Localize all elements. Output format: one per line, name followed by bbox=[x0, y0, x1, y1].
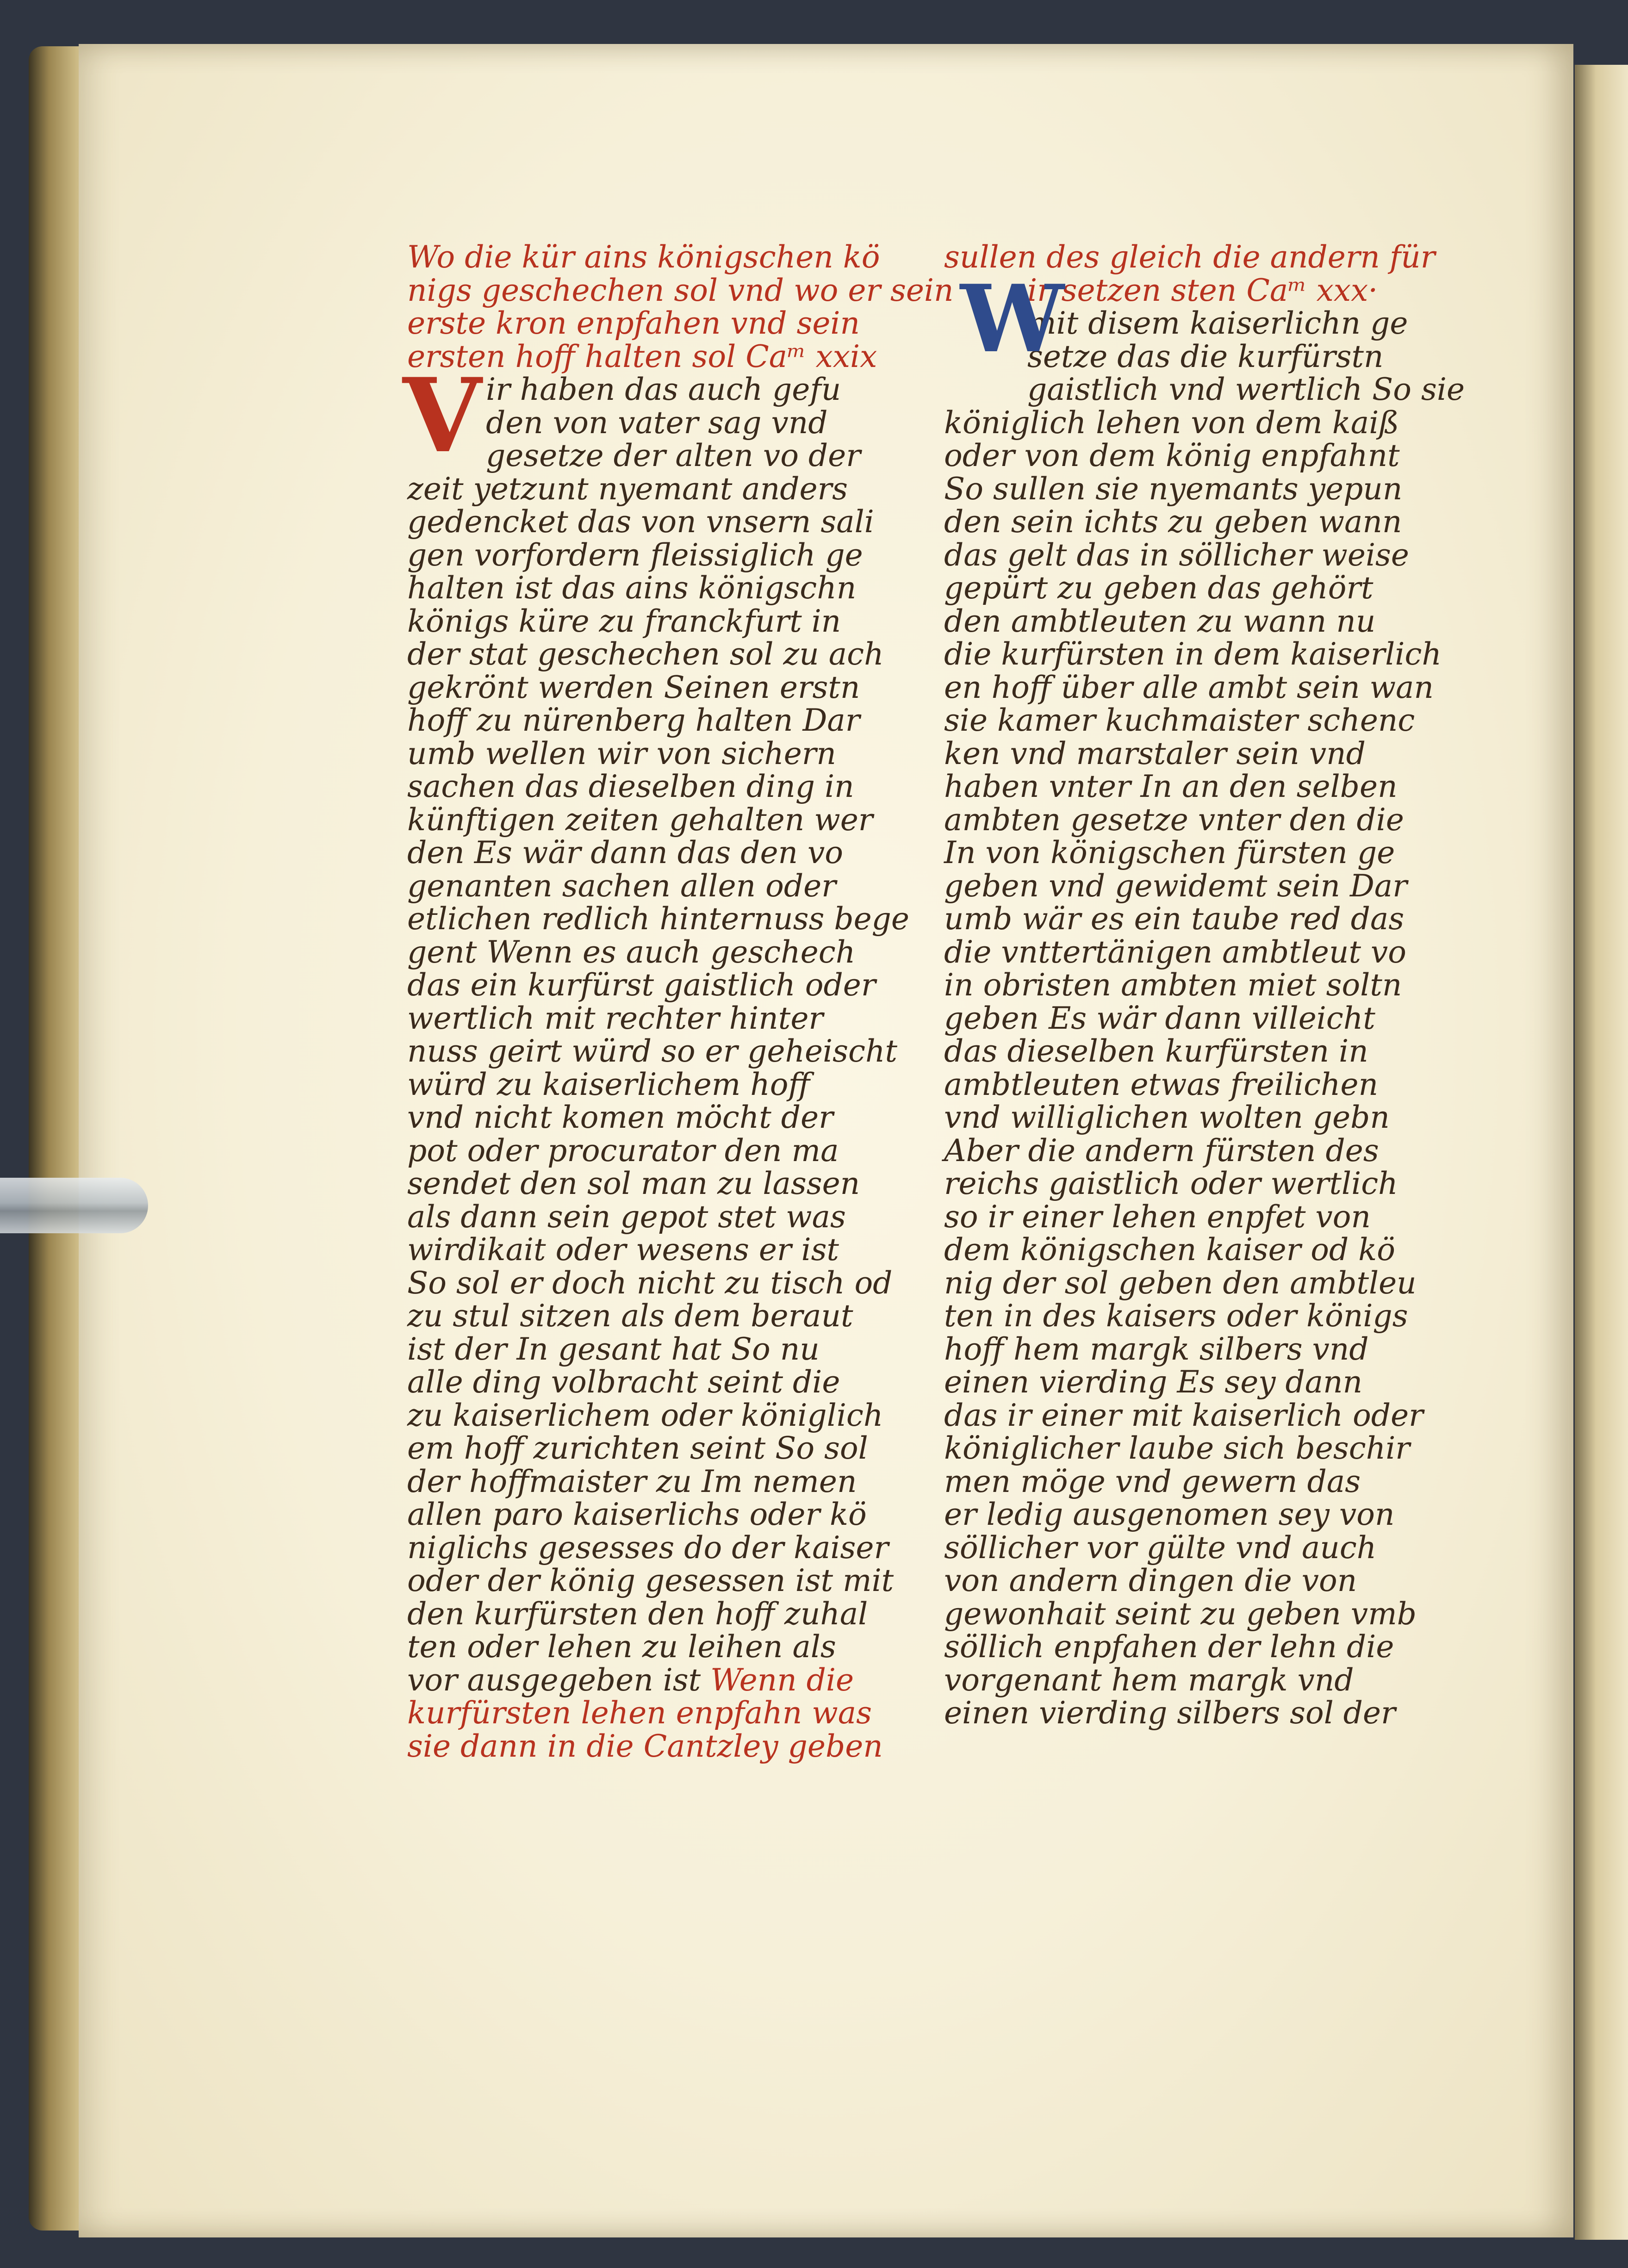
text-line: zu stul sitzen als dem beraut bbox=[407, 1298, 853, 1334]
text-line: vnd williglichen wolten gebn bbox=[944, 1100, 1390, 1135]
text-line: haben vnter In an den selben bbox=[944, 769, 1398, 804]
left-rubric-heading bbox=[407, 239, 954, 374]
text-line: söllich enpfahen der lehn die bbox=[944, 1629, 1394, 1665]
rubric-line: erste kron enpfahen vnd sein bbox=[407, 305, 860, 341]
text-inline: vor ausgegeben ist bbox=[407, 1662, 701, 1698]
text-line: das ein kurfürst gaistlich oder bbox=[407, 967, 876, 1003]
text-line: dem königschen kaiser od kö bbox=[944, 1232, 1395, 1268]
page-marker-tab bbox=[0, 1178, 148, 1233]
next-page-edge bbox=[1575, 65, 1628, 2240]
text-line: en hoff über alle ambt sein wan bbox=[944, 669, 1434, 705]
text-line: einen vierding silbers sol der bbox=[944, 1695, 1396, 1731]
text-line: gedencket das von vnsern sali bbox=[407, 504, 874, 540]
text-line: söllicher vor gülte vnd auch bbox=[944, 1529, 1377, 1566]
text-line: hoff zu nürenberg halten Dar bbox=[407, 702, 860, 738]
text-line: gen vorfordern fleissiglich ge bbox=[407, 537, 863, 573]
rubric-line: ersten hoff halten sol Caᵐ xxix bbox=[407, 338, 877, 374]
text-line: den kurfürsten den hoff zuhal bbox=[407, 1596, 868, 1632]
decorated-initial-w: W bbox=[960, 265, 1064, 373]
text-line: gent Wenn es auch geschech bbox=[407, 934, 856, 970]
rubric-line: kurfürsten lehen enpfahn was bbox=[407, 1695, 872, 1731]
rubric-line: nigs geschechen sol vnd wo er sein bbox=[407, 272, 954, 308]
decorated-initial-v: V bbox=[403, 355, 482, 475]
text-line: sie kamer kuchmaister schenc bbox=[944, 702, 1415, 738]
text-line: ist der In gesant hat So nu bbox=[407, 1331, 820, 1367]
text-line: gaistlich vnd wertlich So sie bbox=[1027, 372, 1465, 407]
text-line: zu kaiserlichem oder königlich bbox=[407, 1397, 883, 1433]
text-line: er ledig ausgenomen sey von bbox=[944, 1497, 1395, 1532]
text-line: ambten gesetze vnter den die bbox=[944, 802, 1404, 838]
text-line: halten ist das ains königschn bbox=[407, 570, 857, 606]
text-line: In von königschen fürsten ge bbox=[944, 835, 1395, 870]
text-line: von andern dingen die von bbox=[944, 1563, 1357, 1598]
text-line: reichs gaistlich oder wertlich bbox=[944, 1166, 1398, 1201]
text-line: oder von dem könig enpfahnt bbox=[944, 438, 1400, 473]
left-closing-rubric bbox=[407, 1695, 883, 1764]
text-line: hoff hem margk silbers vnd bbox=[944, 1331, 1369, 1367]
text-line: gewonhait seint zu geben vmb bbox=[944, 1596, 1417, 1632]
text-line: alle ding volbracht seint die bbox=[407, 1364, 840, 1400]
text-line: künftigen zeiten gehalten wer bbox=[407, 802, 873, 838]
text-line: den ambtleuten zu wann nu bbox=[944, 603, 1376, 639]
text-line: geben Es wär dann villeicht bbox=[944, 1000, 1375, 1036]
rubric-line: ir setzen sten Caᵐ xxx· bbox=[1027, 272, 1378, 308]
text-line: das ir einer mit kaiserlich oder bbox=[944, 1397, 1423, 1433]
text-line bbox=[407, 1664, 879, 1697]
left-body-text bbox=[407, 372, 909, 1698]
text-line: ten in des kaisers oder königs bbox=[944, 1298, 1408, 1334]
text-line: königlicher laube sich beschir bbox=[944, 1430, 1410, 1466]
text-line: vorgenant hem margk vnd bbox=[944, 1662, 1354, 1698]
rubric-inline: Wenn die bbox=[710, 1662, 854, 1698]
text-line: als dann sein gepot stet was bbox=[407, 1199, 846, 1235]
text-line: Aber die andern fürsten des bbox=[944, 1132, 1379, 1168]
text-line: oder der könig gesessen ist mit bbox=[407, 1563, 894, 1598]
text-line: nuss geirt würd so er geheischt bbox=[407, 1033, 897, 1069]
text-line: umb wellen wir von sichern bbox=[407, 735, 836, 771]
right-body-text bbox=[944, 305, 1465, 1731]
rubric-line: sullen des gleich die andern für bbox=[944, 239, 1435, 275]
text-line: wirdikait oder wesens er ist bbox=[407, 1232, 839, 1268]
text-line: sachen das dieselben ding in bbox=[407, 769, 854, 804]
text-line: würd zu kaiserlichem hoff bbox=[407, 1066, 810, 1102]
text-line: einen vierding Es sey dann bbox=[944, 1364, 1363, 1400]
text-line: ambtleuten etwas freilichen bbox=[944, 1066, 1379, 1102]
right-text-column bbox=[944, 239, 1465, 1731]
text-line: wertlich mit rechter hinter bbox=[407, 1000, 823, 1036]
text-line: men möge vnd gewern das bbox=[944, 1463, 1361, 1499]
text-line: den von vater sag vnd bbox=[486, 404, 828, 441]
text-line: mit disem kaiserlichn ge bbox=[1027, 305, 1408, 341]
rubric-line: sie dann in die Cantzley geben bbox=[407, 1728, 883, 1764]
text-line: den sein ichts zu geben wann bbox=[944, 504, 1402, 540]
text-line: gesetze der alten vo der bbox=[486, 438, 861, 473]
text-line: königlich lehen von dem kaiß bbox=[944, 404, 1399, 441]
text-line: setze das die kurfürstn bbox=[1027, 338, 1384, 374]
text-line: geben vnd gewidemt sein Dar bbox=[944, 868, 1407, 904]
text-line: zeit yetzunt nyemant anders bbox=[407, 471, 848, 507]
text-line: das gelt das in söllicher weise bbox=[944, 537, 1409, 573]
text-line: ir haben das auch gefu bbox=[486, 372, 841, 407]
text-line: sendet den sol man zu lassen bbox=[407, 1166, 860, 1201]
text-line: niglichs gesesses do der kaiser bbox=[407, 1529, 889, 1566]
text-line: ken vnd marstaler sein vnd bbox=[944, 735, 1366, 771]
text-line: umb wär es ein taube red das bbox=[944, 901, 1404, 937]
text-line: pot oder procurator den ma bbox=[407, 1132, 839, 1168]
text-line: ten oder lehen zu leihen als bbox=[407, 1629, 836, 1665]
text-line: so ir einer lehen enpfet von bbox=[944, 1199, 1371, 1235]
text-line: gepürt zu geben das gehört bbox=[944, 570, 1373, 606]
text-line: vnd nicht komen möcht der bbox=[407, 1100, 833, 1135]
text-line: nig der sol geben den ambtleu bbox=[944, 1265, 1417, 1301]
text-line: em hoff zurichten seint So sol bbox=[407, 1430, 868, 1466]
text-line: königs küre zu franckfurt in bbox=[407, 603, 841, 639]
text-line: der hoffmaister zu Im nemen bbox=[407, 1463, 857, 1499]
text-line: die kurfürsten in dem kaiserlich bbox=[944, 636, 1442, 672]
text-line: genanten sachen allen oder bbox=[407, 868, 836, 904]
text-line: das dieselben kurfürsten in bbox=[944, 1033, 1368, 1069]
text-line: der stat geschechen sol zu ach bbox=[407, 636, 884, 672]
text-line: die vnttertänigen ambtleut vo bbox=[944, 934, 1407, 970]
text-line: So sol er doch nicht zu tisch od bbox=[407, 1265, 893, 1301]
text-line: allen paro kaiserlichs oder kö bbox=[407, 1497, 867, 1532]
text-line: den Es wär dann das den vo bbox=[407, 835, 844, 870]
text-line: etlichen redlich hinternuss bege bbox=[407, 901, 909, 937]
text-line: gekrönt werden Seinen erstn bbox=[407, 669, 860, 705]
text-line: in obristen ambten miet soltn bbox=[944, 967, 1402, 1003]
rubric-line: Wo die kür ains königschen kö bbox=[407, 239, 880, 275]
text-line: So sullen sie nyemants yepun bbox=[944, 471, 1403, 507]
